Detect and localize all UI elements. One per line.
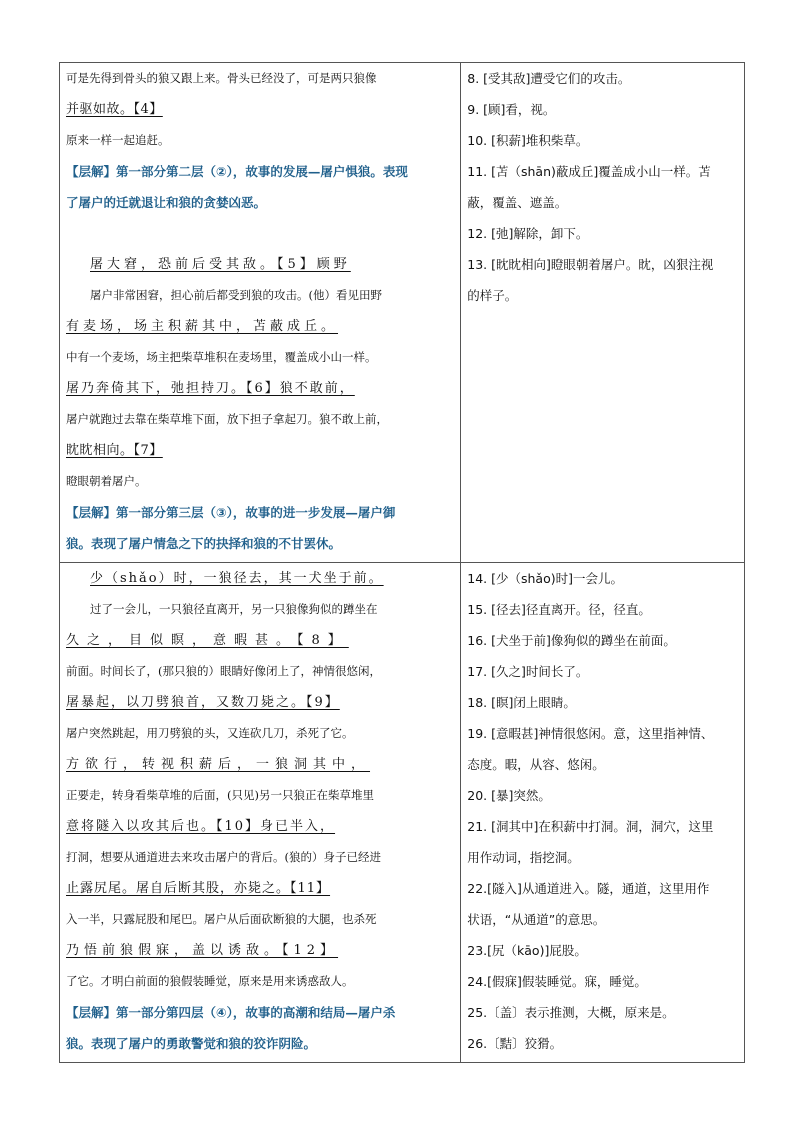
translation-line: 打洞，想要从通道进去来攻击屠户的背后。(狼的）身子已经进 bbox=[66, 850, 381, 864]
note-line: 状语，“从通道”的意思。 bbox=[467, 912, 606, 927]
translation-line: 了它。才明白前面的狼假装睡觉，原来是用来诱惑敌人。 bbox=[66, 974, 354, 988]
note-line: 18. [瞑]闭上眼睛。 bbox=[467, 695, 576, 710]
note-line: 16. [犬坐于前]像狗似的蹲坐在前面。 bbox=[467, 633, 676, 648]
text-cell bbox=[60, 63, 461, 563]
note-line: 态度。暇，从容、悠闲。 bbox=[467, 757, 605, 772]
original-line: 少（shǎo）时，一狼径去，其一犬坐于前。 bbox=[90, 571, 384, 586]
note-line: 11. [苫（shān)蔽成丘]覆盖成小山一样。苫 bbox=[467, 164, 711, 179]
translation-line: 原来一样一起追赶。 bbox=[66, 133, 170, 147]
translation-line: 可是先得到骨头的狼又跟上来。骨头已经没了，可是两只狼像 bbox=[66, 71, 377, 85]
note-line: 17. [久之]时间长了。 bbox=[467, 664, 589, 679]
translation-line: 入一半，只露屁股和尾巴。屠户从后面砍断狼的大腿，也杀死 bbox=[66, 912, 377, 926]
original-line: 屠暴起，以刀劈狼首，又数刀毙之。【9】 bbox=[66, 695, 340, 710]
table-row bbox=[60, 63, 745, 563]
note-line: 的样子。 bbox=[467, 288, 518, 303]
table-row bbox=[60, 563, 745, 1063]
note-line: 蔽，覆盖、遮盖。 bbox=[467, 195, 568, 210]
layer-analysis: 【层解】第一部分第二层（②），故事的发展—屠户惧狼。表现 bbox=[66, 164, 408, 179]
original-line: 方欲行，转视积薪后，一狼洞其中， bbox=[66, 757, 371, 772]
note-line: 24.[假寐]假装睡觉。寐，睡觉。 bbox=[467, 974, 647, 989]
original-line: 有麦场，场主积薪其中，苫蔽成丘。 bbox=[66, 319, 339, 334]
note-line: 13. [眈眈相向]瞪眼朝着屠户。眈，凶狠注视 bbox=[467, 257, 714, 272]
translation-line: 屠户就跑过去靠在柴草堆下面，放下担子拿起刀。狼不敢上前， bbox=[66, 412, 388, 426]
note-line: 25.〔盖〕表示推测，大概，原来是。 bbox=[467, 1005, 675, 1020]
original-line: 意将隧入以攻其后也。【10】身已半入， bbox=[66, 819, 336, 834]
translation-line: 正要走，转身看柴草堆的后面，(只见)另一只狼正在柴草堆里 bbox=[66, 788, 374, 802]
note-line: 8. [受其敌]遭受它们的攻击。 bbox=[467, 71, 631, 86]
note-line: 22.[隧入]从通道进入。隧，通道，这里用作 bbox=[467, 881, 710, 896]
note-line: 10. [积薪]堆积柴草。 bbox=[467, 133, 589, 148]
layer-analysis: 狼。表现了屠户情急之下的抉择和狼的不甘罢休。 bbox=[66, 536, 342, 551]
spacer bbox=[66, 218, 454, 249]
notes-cell bbox=[461, 563, 745, 1063]
original-line: 屠大窘，恐前后受其敌。【5】顾野 bbox=[90, 257, 351, 272]
original-line: 并驱如故。【4】 bbox=[66, 102, 163, 117]
original-line: 眈眈相向。【7】 bbox=[66, 443, 163, 458]
layer-analysis: 了屠户的迁就退让和狼的贪婪凶恶。 bbox=[66, 195, 267, 210]
note-line: 用作动词，指挖洞。 bbox=[467, 850, 580, 865]
translation-line: 屠户非常困窘，担心前后都受到狼的攻击。(他）看见田野 bbox=[90, 288, 382, 302]
translation-line: 过了一会儿，一只狼径直离开，另一只狼像狗似的蹲坐在 bbox=[90, 602, 378, 616]
layer-analysis: 【层解】第一部分第三层（③），故事的进一步发展—屠户御 bbox=[66, 505, 396, 520]
translation-line: 中有一个麦场，场主把柴草堆积在麦场里，覆盖成小山一样。 bbox=[66, 350, 377, 364]
note-line: 20. [暴]突然。 bbox=[467, 788, 551, 803]
translation-line: 瞪眼朝着屠户。 bbox=[66, 474, 147, 488]
translation-table bbox=[59, 62, 745, 1063]
note-line: 15. [径去]径直离开。径，径直。 bbox=[467, 602, 651, 617]
original-line: 乃悟前狼假寐，盖以诱敌。【12】 bbox=[66, 943, 339, 958]
note-line: 12. [弛]解除，卸下。 bbox=[467, 226, 589, 241]
original-line: 屠乃奔倚其下，弛担持刀。【6】狼不敢前， bbox=[66, 381, 355, 396]
layer-analysis: 【层解】第一部分第四层（④），故事的高潮和结局—屠户杀 bbox=[66, 1005, 396, 1020]
original-line: 久之，目似瞑，意暇甚。【8】 bbox=[66, 633, 349, 648]
note-line: 23.[尻（kāo)]屁股。 bbox=[467, 943, 587, 958]
note-line: 14. [少（shǎo)时]一会儿。 bbox=[467, 571, 623, 586]
original-line: 止露尻尾。屠自后断其股，亦毙之。【11】 bbox=[66, 881, 331, 896]
translation-line: 屠户突然跳起，用刀劈狼的头，又连砍几刀，杀死了它。 bbox=[66, 726, 354, 740]
notes-cell bbox=[461, 63, 745, 563]
text-cell bbox=[60, 563, 461, 1063]
note-line: 26.〔黠〕狡猾。 bbox=[467, 1036, 563, 1051]
layer-analysis: 狼。表现了屠户的勇敢警觉和狼的狡诈阴险。 bbox=[66, 1036, 317, 1051]
note-line: 19. [意暇甚]神情很悠闲。意，这里指神情、 bbox=[467, 726, 714, 741]
translation-line: 前面。时间长了，(那只狼的）眼睛好像闭上了，神情很悠闲， bbox=[66, 664, 381, 678]
note-line: 9. [顾]看，视。 bbox=[467, 102, 556, 117]
note-line: 21. [洞其中]在积薪中打洞。洞，洞穴，这里 bbox=[467, 819, 714, 834]
